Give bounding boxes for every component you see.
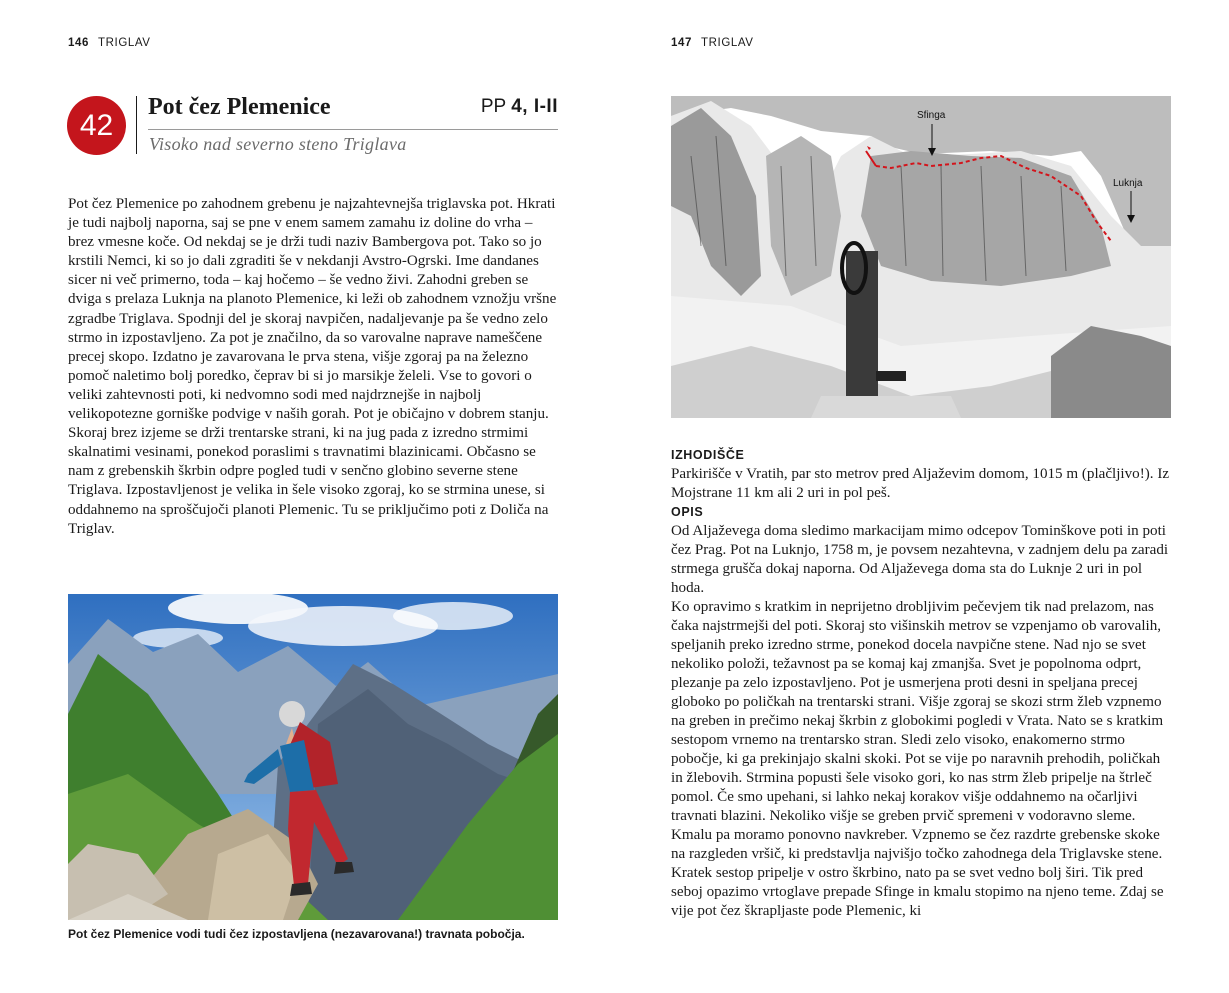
- climber-photo: [68, 594, 558, 920]
- title-vertical-rule: [136, 96, 137, 154]
- left-page: [0, 0, 614, 993]
- right-page: [614, 0, 1229, 993]
- running-head-right: [671, 37, 754, 49]
- description-paragraph-2: Ko opravimo s kratkim in neprijetno drobljivim pečevjem tik nad prelazom, nas čaka najstrmejši del poti. Skoraj sto višinskih metrov se vzpenjamo ob varovalih, speljanih preko izredno strme, ponekod docela navpične stene. Nad njo se svet nekoliko položi, težavnost pa se komaj kaj zmanjša. Svet je popolnoma odprt, plezanje pa zelo izpostavljeno. Pot je usmerjena proti desni in speljana precej globoko po poličkah na trentarski strani. Višje zgoraj se skozi strm žleb vzpnemo na greben in prečimo nekaj škrbin z globokimi pogledi v Vrata. Nato se s kratkim sestopom vrnemo na trentarsko stran. Sledi zelo visoko, enakomerno strmo pobočje, ki ga prekinjajo skalni skoki. Pot se vije po naravnih prehodih, poličkah in žlebovih. Strmina popusti šele visoko gori, ko nas strm žleb pripelje na štrleč pomol. Če smo upehani, si lahko nekaj korakov višje oddahnemo na očarljivi travnati blazini. Nekoliko višje se greben prvič spremeni v vodoravno sleme. Kmalu pa moramo ponovno navkreber. Vzpnemo se čez razdrte grebenske skoke na razgleden vršič, ki predstavlja najvišjo točko zahodnega dela Triglavske stene. Kratek sestop pripelje v ostro škrbino, nato pa se svet vedno bolj širi. Tik pred seboj opazimo vrtoglave prepade Sfinge in kmalu stopimo na njeno teme. Zdaj se vije pot čez škrapljaste pode Plemenic, ki: [671, 599, 1164, 919]
- route-sketch: [671, 96, 1171, 418]
- page-number-left: 146: [68, 37, 89, 49]
- sketch-label-sfinga: Sfinga: [917, 110, 946, 121]
- route-grade: [481, 96, 558, 118]
- start-heading: IZHODIŠČE: [671, 448, 745, 462]
- intro-paragraph: Pot čez Plemenice po zahodnem grebenu je najzahtevnejša triglavska pot. Hkrati je tudi najbolj naporna, saj se pne v enem samem zamahu iz doline do vrha – brez vmesne koče. Od nekdaj se je drži tudi naziv Bambergova pot. Tako so jo krstili Nemci, ki so jo dali zgraditi še v nekdanji Avstro-Ogrski. Ime dandanes sicer ni več primerno, toda – kaj hočemo – še vedno živi. Zahodni greben se dviga s prelaza Luknja na planoto Plemenice, ki leži ob zahodnem vznožju vršne zgradbe Triglava. Spodnji del je skoraj navpičen, nadaljevanje pa še vedno zelo strmo in izpostavljeno. Za pot je značilno, da so varovalne naprave nameščene precej skopo. Izdatno je zavarovana le prva stena, višje zgoraj pa na železno pomoč naletimo bolj poredko, čeprav bi si jo marsikje želeli. Vse to govori o veliki zahtevnosti poti, ki nedvomno sodi med najdrznejše in najbolj velikopotezne gorniške podvige v naših gorah. Pot je običajno v dobrem stanju. Skoraj brez izjeme se drži trentarske strani, ki na jug pada z izredno strmimi skalnatimi vesinami, ponekod poraslimi s travnatimi blazinicami. Občasno se nam z grebenskih škrbin odpre pogled tudi v senčno globino severne stene Triglava. Izpostavljenost je velika in šele visoko zgoraj, ko se strmina unese, si oddahnemo na sproščujoči planoti Plemenic. Tu se priključimo poti z Doliča na Triglav.: [68, 196, 557, 537]
- route-number: 42: [79, 108, 114, 142]
- route-info: [671, 446, 1171, 921]
- running-head-left: [68, 37, 151, 49]
- page-number-right: 147: [671, 37, 692, 49]
- start-text: Parkirišče v Vratih, par sto metrov pred Aljaževim domom, 1015 m (plačljivo!). Iz Mojstrane 11 km ali 2 uri in pol peš.: [671, 466, 1170, 501]
- running-head-title-right: TRIGLAV: [701, 37, 754, 49]
- route-title: Pot čez Plemenice: [148, 94, 331, 120]
- route-subtitle: Visoko nad severno steno Triglava: [149, 134, 407, 154]
- grade-value: 4, I-II: [511, 96, 558, 117]
- title-divider: [148, 129, 558, 130]
- photo-caption: Pot čez Plemenice vodi tudi čez izpostavljena (nezavarovana!) travnata pobočja.: [68, 927, 525, 941]
- running-head-title-left: TRIGLAV: [98, 37, 151, 49]
- route-number-badge: [67, 96, 126, 155]
- description-heading: OPIS: [671, 505, 704, 519]
- sketch-label-luknja: Luknja: [1113, 178, 1143, 189]
- description-paragraph-1: Od Aljaževega doma sledimo markacijam mimo odcepov Tominškove poti in poti čez Prag. Pot na Luknjo, 1758 m, je povsem nezahtevna, v zadnjem delu pa zaradi strmega grušča dokaj naporna. Od Aljaževega doma sta do Luknje 2 uri in pol hoda.: [671, 523, 1169, 596]
- grade-label: PP: [480, 96, 507, 117]
